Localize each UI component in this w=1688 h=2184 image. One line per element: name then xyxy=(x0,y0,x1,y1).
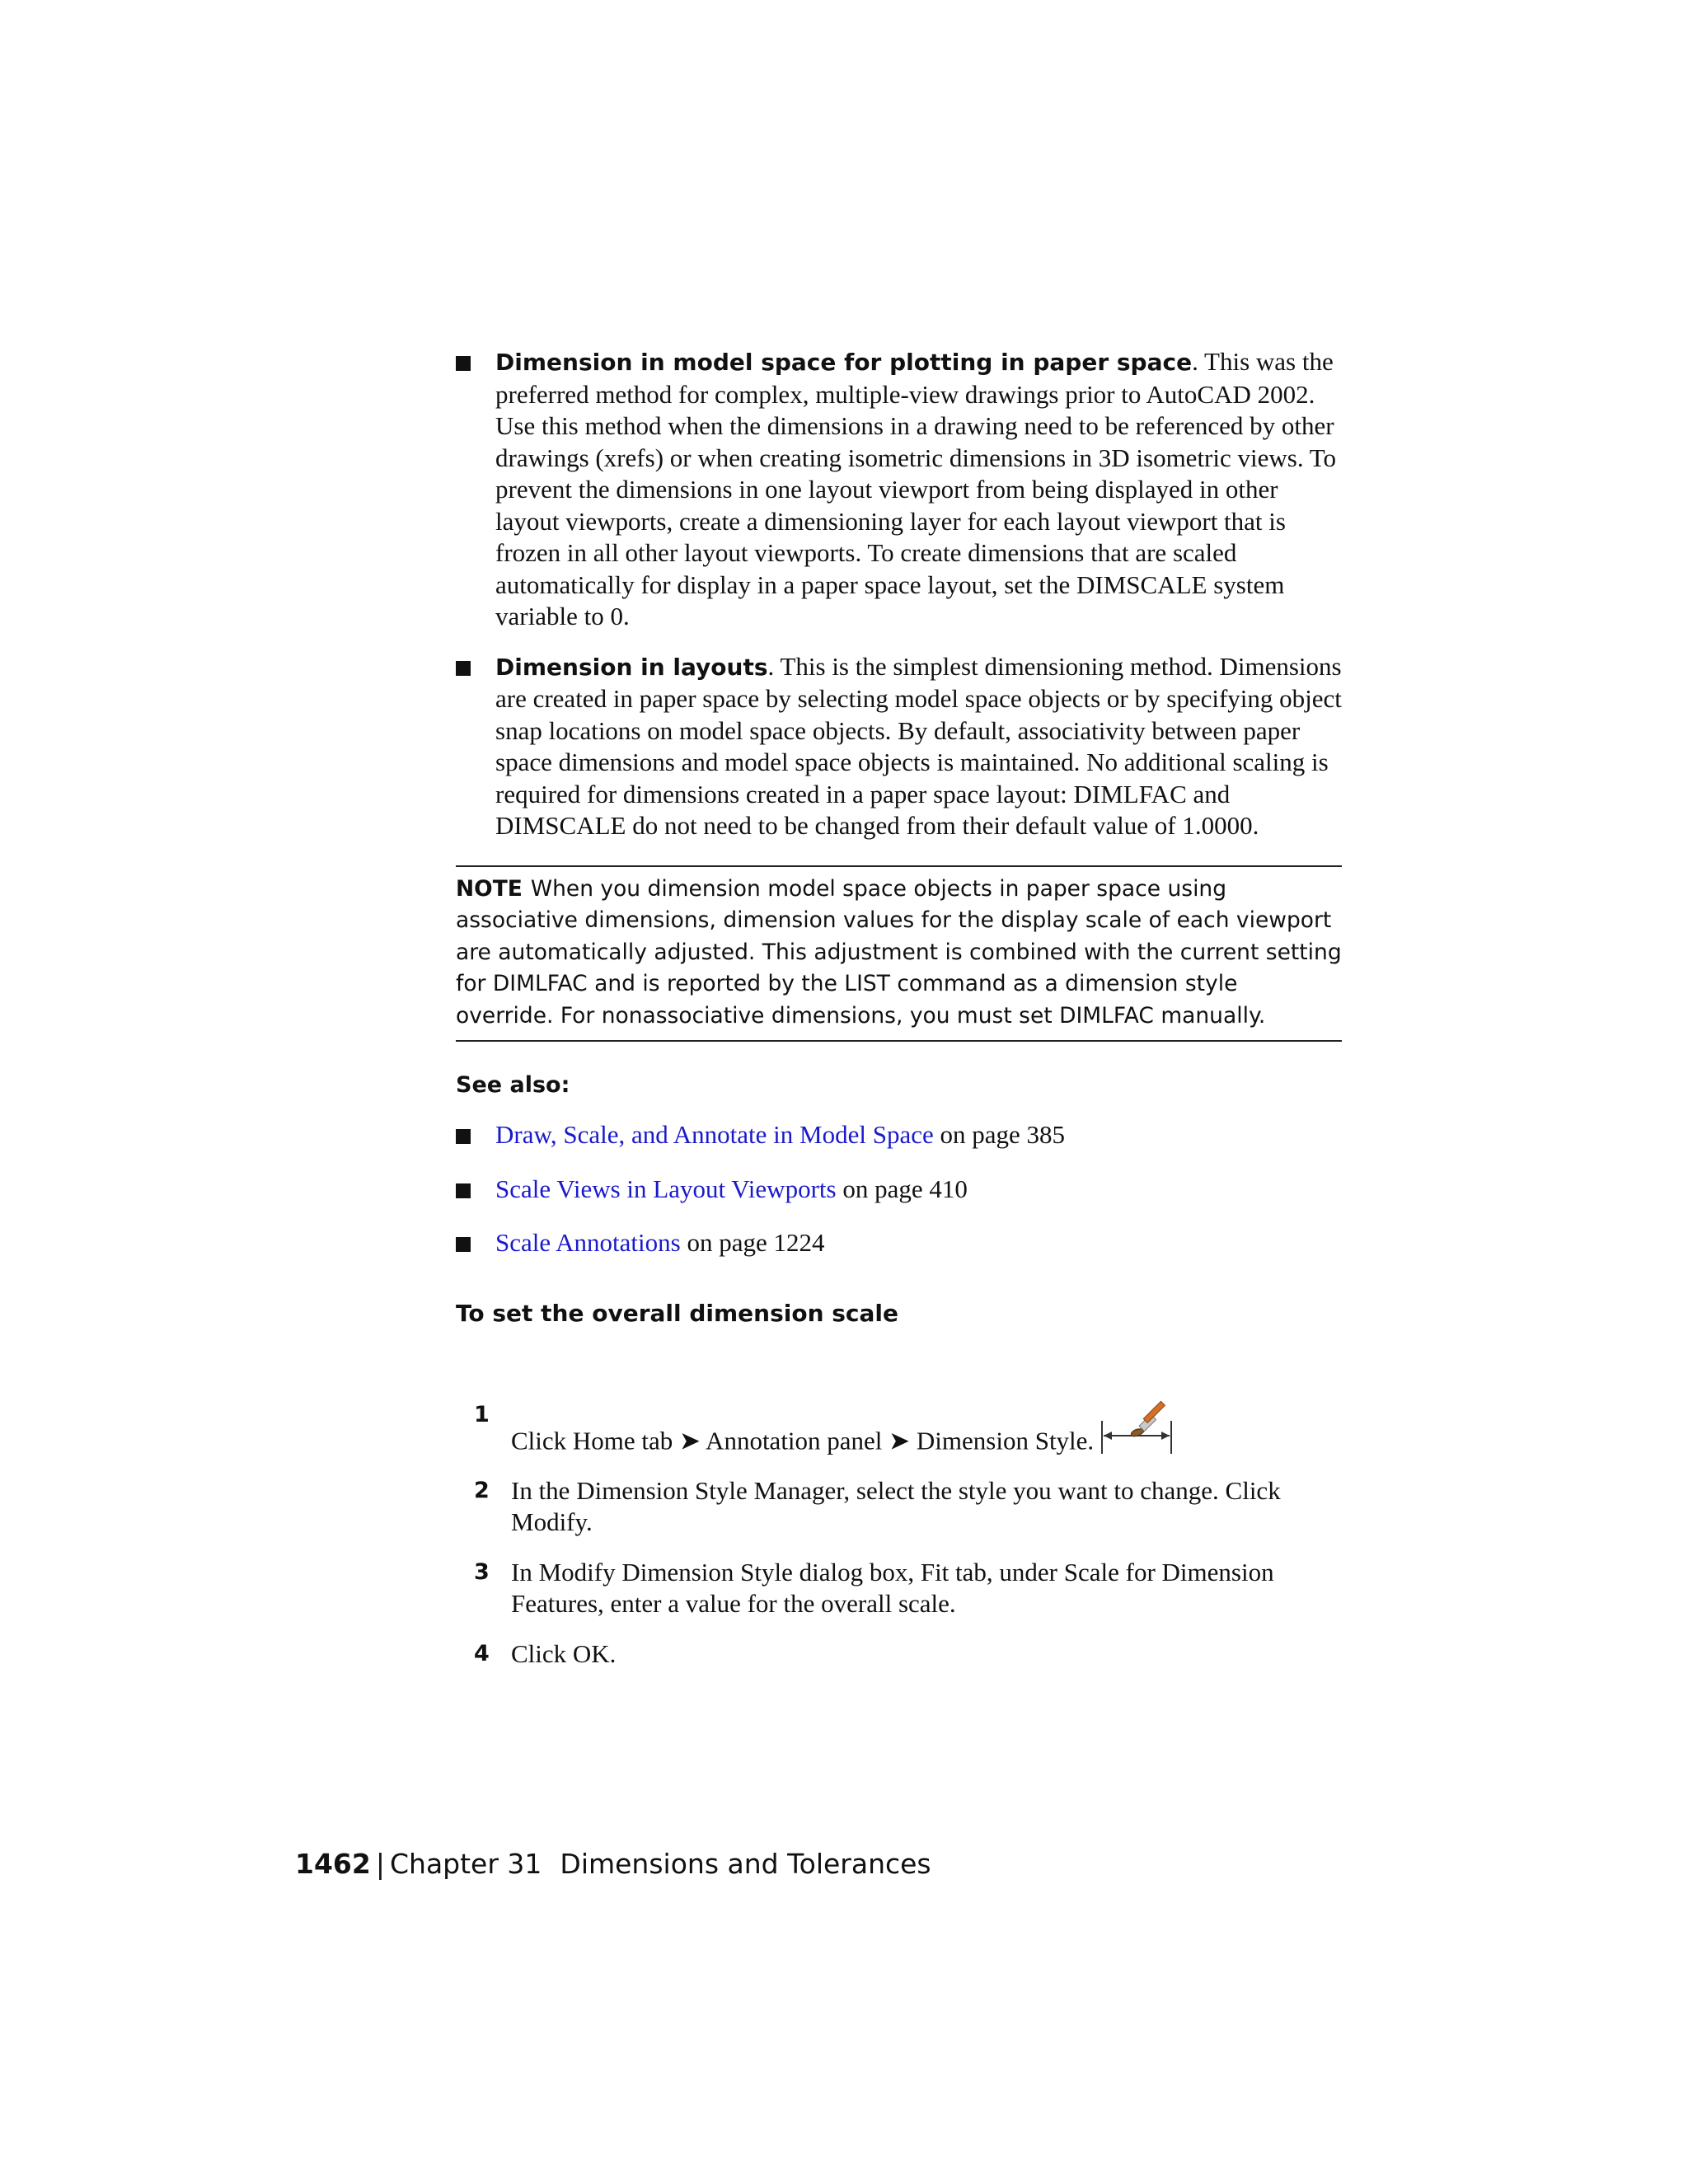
list-item xyxy=(456,1174,1342,1206)
procedure-step xyxy=(456,1475,1342,1539)
step-text: In the Dimension Style Manager, select the style you want to change. Click Modify. xyxy=(511,1475,1281,1536)
step-number: 3 xyxy=(474,1558,490,1585)
list-item xyxy=(456,1119,1342,1151)
note-text: When you dimension model space objects in paper space using associative dimensions, dimension values for the display scale of each viewport are automatically adjusted. This adjustment is combined with the current setting for DIMLFAC and is reported by the LIST command as a dimension style override. For nonassociative dimensions, you must set DIMLFAC manually. xyxy=(456,875,1342,1029)
note-box xyxy=(456,865,1342,1043)
chapter-label: Chapter 31 xyxy=(389,1848,542,1880)
page-footer xyxy=(295,1846,931,1882)
bullet-square-icon xyxy=(456,661,471,676)
page-reference: on page 385 xyxy=(933,1120,1066,1149)
list-item xyxy=(456,1227,1342,1259)
step-text: In Modify Dimension Style dialog box, Fit tab, under Scale for Dimension Features, enter a value for the overall scale. xyxy=(511,1557,1274,1618)
bullet-square-icon xyxy=(456,356,471,371)
step-number: 2 xyxy=(474,1477,490,1503)
procedure-step xyxy=(456,1557,1342,1620)
page-reference: on page 410 xyxy=(836,1174,968,1203)
procedure-step xyxy=(456,1638,1342,1671)
step-number: 1 xyxy=(474,1401,490,1427)
list-item xyxy=(456,651,1342,842)
note-label: NOTE xyxy=(456,875,523,902)
bullet-lead: Dimension in model space for plotting in paper space xyxy=(495,349,1193,376)
method-list xyxy=(456,346,1342,842)
step-text: Click Home tab ➤ Annotation panel ➤ Dimension Style. xyxy=(511,1426,1095,1455)
see-also-list xyxy=(456,1119,1342,1259)
list-item xyxy=(456,346,1342,633)
bullet-square-icon xyxy=(456,1129,471,1144)
footer-separator: | xyxy=(375,1848,385,1880)
step-number: 4 xyxy=(474,1640,490,1666)
bullet-square-icon xyxy=(456,1237,471,1252)
bullet-text: . This is the simplest dimensioning method. Dimensions are created in paper space by selecting model space objects or by specifying object snap locations on model space objects. By default, associativity between paper space dimensions and model space objects is maintained. No additional scaling is required for dimensions created in a paper space layout: DIMLFAC and DIMSCALE do not need to be changed from their default value of 1.0000. xyxy=(495,651,1342,840)
bullet-lead: Dimension in layouts xyxy=(495,653,768,681)
procedure-step xyxy=(456,1358,1342,1457)
page-content xyxy=(456,346,1342,1688)
bullet-square-icon xyxy=(456,1183,471,1198)
see-also-link[interactable]: Scale Views in Layout Viewports xyxy=(495,1174,837,1203)
procedure-heading: To set the overall dimension scale xyxy=(456,1299,899,1327)
page-number: 1462 xyxy=(295,1848,371,1880)
see-also-link[interactable]: Scale Annotations xyxy=(495,1228,681,1257)
chapter-title: Dimensions and Tolerances xyxy=(560,1848,931,1880)
see-also-link[interactable]: Draw, Scale, and Annotate in Model Space xyxy=(495,1120,934,1149)
bullet-text: . This was the preferred method for complex, multiple-view drawings prior to AutoCAD 2002. Use this method when the dimensions in a drawing need to be referenced by other drawings (xrefs) or when creating isometric dimensions in 3D isometric views. To prevent the dimensions in one layout viewport from being displayed in other layout viewports, create a dimensioning layer for each layout viewport that is frozen in all other layout viewports. To create dimensions that are scaled automatically for display in a paper space layout, set the DIMSCALE system variable to 0. xyxy=(495,347,1337,630)
see-also-heading: See also: xyxy=(456,1072,570,1098)
procedure-steps xyxy=(456,1358,1342,1671)
page-reference: on page 1224 xyxy=(680,1228,825,1257)
dimension-style-icon xyxy=(1099,1399,1175,1457)
step-text: Click OK. xyxy=(511,1638,617,1668)
